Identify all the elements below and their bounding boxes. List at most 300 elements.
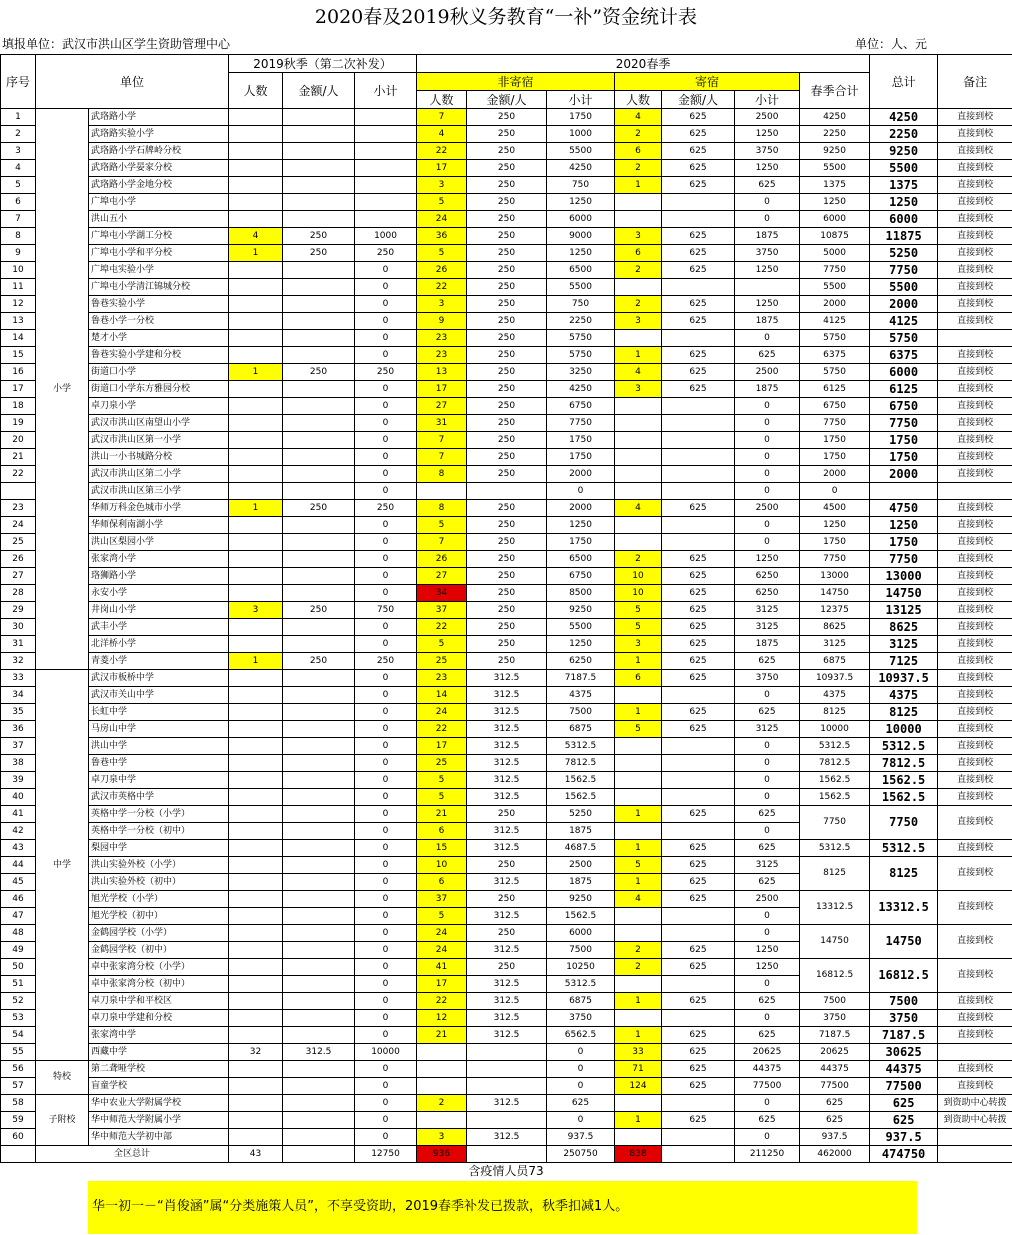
- row-seq: 18: [1, 398, 36, 415]
- nonboard-subtotal: 3250: [547, 364, 615, 381]
- autumn-subtotal: 0: [355, 908, 417, 925]
- autumn-count: [229, 432, 283, 449]
- row-seq: 2: [1, 126, 36, 143]
- nonboard-count: 15: [417, 840, 467, 857]
- table-row: [1, 1044, 1012, 1061]
- board-amount: 625: [662, 1027, 735, 1044]
- board-subtotal: 625: [735, 704, 800, 721]
- grand-total: [870, 483, 938, 500]
- autumn-subtotal: 0: [355, 1010, 417, 1027]
- remark: 直接到校: [938, 755, 1012, 772]
- row-seq: 16: [1, 364, 36, 381]
- school-name: 卓刀泉中学: [89, 772, 229, 789]
- autumn-count: [229, 1129, 283, 1146]
- nonboard-subtotal: 7750: [547, 415, 615, 432]
- nonboard-subtotal: 6000: [547, 211, 615, 228]
- autumn-amount: [283, 534, 355, 551]
- school-name: 鲁巷中学: [89, 755, 229, 772]
- nonboard-amount: 312.5: [467, 755, 547, 772]
- table-row: [1, 602, 1012, 619]
- board-count: [615, 925, 662, 942]
- spring-total: 7750: [800, 806, 870, 840]
- board-subtotal: 0: [735, 823, 800, 840]
- remark: 直接到校: [938, 891, 1012, 925]
- board-count: [615, 772, 662, 789]
- board-subtotal: 77500: [735, 1078, 800, 1095]
- table-row: [1, 211, 1012, 228]
- table-row: [1, 398, 1012, 415]
- autumn-count: [229, 874, 283, 891]
- spring-total: 4125: [800, 313, 870, 330]
- school-name: 广埠屯小学: [89, 194, 229, 211]
- remark: 到资助中心转拨: [938, 1112, 1012, 1129]
- spring-total: 6375: [800, 347, 870, 364]
- remark: 到资助中心转拨: [938, 1095, 1012, 1112]
- autumn-count: [229, 993, 283, 1010]
- autumn-amount: [283, 1112, 355, 1129]
- spring-total: 5000: [800, 245, 870, 262]
- board-count: [615, 789, 662, 806]
- board-count: [615, 415, 662, 432]
- grand-total: 13125: [870, 602, 938, 619]
- autumn-amount: [283, 330, 355, 347]
- autumn-subtotal: [355, 160, 417, 177]
- school-name: 华师保利南湖小学: [89, 517, 229, 534]
- autumn-subtotal: 0: [355, 874, 417, 891]
- table-row: [1, 500, 1012, 517]
- autumn-amount: [283, 908, 355, 925]
- row-seq: 13: [1, 313, 36, 330]
- autumn-subtotal: 10000: [355, 1044, 417, 1061]
- board-count: 1: [615, 806, 662, 823]
- autumn-count: [229, 568, 283, 585]
- row-seq: 46: [1, 891, 36, 908]
- remark: 直接到校: [938, 1061, 1012, 1078]
- board-amount: 625: [662, 296, 735, 313]
- remark: 直接到校: [938, 194, 1012, 211]
- board-count: 3: [615, 636, 662, 653]
- nonboard-amount: 250: [467, 619, 547, 636]
- board-subtotal: 3125: [735, 857, 800, 874]
- autumn-subtotal: 0: [355, 347, 417, 364]
- board-amount: [662, 1095, 735, 1112]
- autumn-count: [229, 772, 283, 789]
- row-seq: 3: [1, 143, 36, 160]
- board-subtotal: 0: [735, 908, 800, 925]
- spring-total: 16812.5: [800, 959, 870, 993]
- autumn-subtotal: 0: [355, 1129, 417, 1146]
- board-count: [615, 483, 662, 500]
- autumn-amount: [283, 211, 355, 228]
- nonboard-amount: 312.5: [467, 840, 547, 857]
- autumn-subtotal: 0: [355, 1112, 417, 1129]
- table-body: [1, 109, 1012, 1163]
- remark: 直接到校: [938, 721, 1012, 738]
- autumn-amount: [283, 925, 355, 942]
- autumn-amount: [283, 755, 355, 772]
- summary-n-1: [467, 1146, 547, 1163]
- board-subtotal: 0: [735, 976, 800, 993]
- summary-row: [1, 1146, 1012, 1163]
- nonboard-amount: 312.5: [467, 772, 547, 789]
- grand-total: 7750: [870, 806, 938, 840]
- remark: 直接到校: [938, 347, 1012, 364]
- header-nonboard-subtotal: 小计: [547, 91, 615, 109]
- autumn-subtotal: 0: [355, 619, 417, 636]
- school-name: 武汉市洪山区第三小学: [89, 483, 229, 500]
- row-seq: 5: [1, 177, 36, 194]
- epidemic-note: 含疫情人员73: [468, 1164, 544, 1178]
- board-subtotal: 3125: [735, 721, 800, 738]
- summary-spring-total: 462000: [800, 1146, 870, 1163]
- grand-total: 1562.5: [870, 772, 938, 789]
- table-row: [1, 755, 1012, 772]
- grand-total: 14750: [870, 925, 938, 959]
- board-amount: [662, 449, 735, 466]
- nonboard-amount: 250: [467, 160, 547, 177]
- nonboard-count: 26: [417, 551, 467, 568]
- spring-total: 8125: [800, 704, 870, 721]
- row-seq: 8: [1, 228, 36, 245]
- grand-total: 1750: [870, 432, 938, 449]
- nonboard-count: 23: [417, 670, 467, 687]
- board-count: 5: [615, 602, 662, 619]
- grand-total: 6000: [870, 211, 938, 228]
- autumn-subtotal: 0: [355, 772, 417, 789]
- nonboard-subtotal: 2500: [547, 857, 615, 874]
- school-name: 洪山五小: [89, 211, 229, 228]
- autumn-subtotal: 0: [355, 517, 417, 534]
- board-subtotal: 2500: [735, 500, 800, 517]
- table-row: [1, 1129, 1012, 1146]
- remark: 直接到校: [938, 143, 1012, 160]
- autumn-count: [229, 534, 283, 551]
- nonboard-amount: 250: [467, 398, 547, 415]
- autumn-amount: [283, 466, 355, 483]
- nonboard-count: 22: [417, 721, 467, 738]
- footnote-box: [88, 1181, 917, 1234]
- board-subtotal: 1250: [735, 296, 800, 313]
- header-board: 寄宿: [615, 73, 800, 91]
- board-subtotal: 0: [735, 925, 800, 942]
- spring-total: 1750: [800, 449, 870, 466]
- nonboard-count: 7: [417, 109, 467, 126]
- board-subtotal: 625: [735, 653, 800, 670]
- nonboard-amount: 250: [467, 653, 547, 670]
- spring-total: 8125: [800, 857, 870, 891]
- spring-total: 13000: [800, 568, 870, 585]
- nonboard-count: 17: [417, 381, 467, 398]
- school-name: 洪山一小书城路分校: [89, 449, 229, 466]
- board-subtotal: 0: [735, 1095, 800, 1112]
- nonboard-subtotal: 750: [547, 296, 615, 313]
- nonboard-subtotal: 5312.5: [547, 976, 615, 993]
- autumn-subtotal: 0: [355, 636, 417, 653]
- nonboard-count: 24: [417, 942, 467, 959]
- remark: 直接到校: [938, 636, 1012, 653]
- grand-total: 1250: [870, 194, 938, 211]
- autumn-subtotal: 250: [355, 245, 417, 262]
- school-name: 鲁巷实验小学建和分校: [89, 347, 229, 364]
- nonboard-subtotal: 6250: [547, 653, 615, 670]
- board-count: 3: [615, 313, 662, 330]
- nonboard-count: 24: [417, 925, 467, 942]
- spring-total: 4500: [800, 500, 870, 517]
- board-count: 4: [615, 364, 662, 381]
- table-row: [1, 296, 1012, 313]
- nonboard-amount: 250: [467, 602, 547, 619]
- nonboard-amount: 312.5: [467, 704, 547, 721]
- nonboard-count: 10: [417, 857, 467, 874]
- grand-total: 5312.5: [870, 738, 938, 755]
- grand-total: 2000: [870, 296, 938, 313]
- nonboard-subtotal: 1750: [547, 449, 615, 466]
- table-row: [1, 653, 1012, 670]
- board-subtotal: 44375: [735, 1061, 800, 1078]
- grand-total: 4250: [870, 109, 938, 126]
- autumn-amount: [283, 993, 355, 1010]
- autumn-count: [229, 1095, 283, 1112]
- table-row: [1, 738, 1012, 755]
- nonboard-count: 17: [417, 738, 467, 755]
- spring-total: 3750: [800, 1010, 870, 1027]
- table-row: [1, 534, 1012, 551]
- board-subtotal: 6250: [735, 585, 800, 602]
- header-nonboard-amount: 金额/人: [467, 91, 547, 109]
- grand-total: 5250: [870, 245, 938, 262]
- school-name: 洪山区梨园小学: [89, 534, 229, 551]
- board-subtotal: 0: [735, 687, 800, 704]
- nonboard-amount: 312.5: [467, 1010, 547, 1027]
- remark: 直接到校: [938, 738, 1012, 755]
- nonboard-count: 24: [417, 211, 467, 228]
- row-seq: 23: [1, 500, 36, 517]
- board-subtotal: 2500: [735, 364, 800, 381]
- autumn-subtotal: 0: [355, 1078, 417, 1095]
- autumn-count: [229, 908, 283, 925]
- nonboard-count: [417, 1061, 467, 1078]
- school-name: 武汉市洪山区第一小学: [89, 432, 229, 449]
- school-name: 广埠屯小学湖工分校: [89, 228, 229, 245]
- autumn-subtotal: 0: [355, 1027, 417, 1044]
- board-count: 2: [615, 262, 662, 279]
- remark: 直接到校: [938, 245, 1012, 262]
- spring-total: 5312.5: [800, 738, 870, 755]
- board-amount: 625: [662, 942, 735, 959]
- board-subtotal: 0: [735, 449, 800, 466]
- header-autumn-subtotal: 小计: [355, 73, 417, 109]
- spring-total: 10875: [800, 228, 870, 245]
- nonboard-subtotal: 7812.5: [547, 755, 615, 772]
- table-row: [1, 245, 1012, 262]
- nonboard-count: 21: [417, 1027, 467, 1044]
- spring-total: 20625: [800, 1044, 870, 1061]
- nonboard-amount: 250: [467, 228, 547, 245]
- autumn-amount: [283, 772, 355, 789]
- remark: 直接到校: [938, 840, 1012, 857]
- board-amount: 625: [662, 1061, 735, 1078]
- school-name: 井岗山小学: [89, 602, 229, 619]
- autumn-count: [229, 1112, 283, 1129]
- autumn-amount: [283, 347, 355, 364]
- remark: 直接到校: [938, 177, 1012, 194]
- school-name: 鲁巷实验小学: [89, 296, 229, 313]
- summary-seq: [1, 1146, 36, 1163]
- autumn-subtotal: 0: [355, 925, 417, 942]
- autumn-amount: [283, 1061, 355, 1078]
- table-row: [1, 857, 1012, 874]
- nonboard-subtotal: 1250: [547, 636, 615, 653]
- school-name: 华中师范大学初中部: [89, 1129, 229, 1146]
- nonboard-amount: 250: [467, 432, 547, 449]
- board-subtotal: 6250: [735, 568, 800, 585]
- board-subtotal: 625: [735, 806, 800, 823]
- school-name: 武珞路小学金地分校: [89, 177, 229, 194]
- row-seq: 31: [1, 636, 36, 653]
- table-row: [1, 687, 1012, 704]
- autumn-amount: [283, 398, 355, 415]
- autumn-subtotal: 750: [355, 602, 417, 619]
- nonboard-count: 5: [417, 517, 467, 534]
- board-subtotal: 0: [735, 483, 800, 500]
- board-count: 10: [615, 568, 662, 585]
- board-count: 6: [615, 670, 662, 687]
- nonboard-count: 4: [417, 126, 467, 143]
- row-seq: 20: [1, 432, 36, 449]
- remark: 直接到校: [938, 381, 1012, 398]
- board-count: [615, 449, 662, 466]
- nonboard-amount: [467, 1061, 547, 1078]
- table-row: [1, 330, 1012, 347]
- board-count: [615, 1129, 662, 1146]
- spring-total: 5312.5: [800, 840, 870, 857]
- autumn-amount: [283, 823, 355, 840]
- autumn-amount: [283, 177, 355, 194]
- autumn-count: [229, 1061, 283, 1078]
- spring-total: 1250: [800, 517, 870, 534]
- board-subtotal: 3125: [735, 619, 800, 636]
- nonboard-amount: 312.5: [467, 687, 547, 704]
- autumn-count: [229, 823, 283, 840]
- nonboard-subtotal: 6500: [547, 262, 615, 279]
- remark: 直接到校: [938, 262, 1012, 279]
- autumn-count: [229, 1027, 283, 1044]
- autumn-amount: [283, 874, 355, 891]
- board-amount: 625: [662, 228, 735, 245]
- table-row: [1, 891, 1012, 908]
- autumn-count: [229, 789, 283, 806]
- row-seq: 24: [1, 517, 36, 534]
- nonboard-subtotal: 1562.5: [547, 789, 615, 806]
- spring-total: 6000: [800, 211, 870, 228]
- header-remark: 备注: [938, 55, 1012, 109]
- board-amount: 625: [662, 619, 735, 636]
- autumn-amount: [283, 959, 355, 976]
- table-row: [1, 313, 1012, 330]
- table-row: [1, 721, 1012, 738]
- autumn-subtotal: 0: [355, 296, 417, 313]
- remark: 直接到校: [938, 857, 1012, 891]
- spring-total: 7750: [800, 415, 870, 432]
- board-amount: [662, 211, 735, 228]
- board-count: [615, 211, 662, 228]
- header-board-subtotal: 小计: [735, 91, 800, 109]
- autumn-subtotal: [355, 143, 417, 160]
- nonboard-amount: 250: [467, 925, 547, 942]
- header-nonboard-count: 人数: [417, 91, 467, 109]
- autumn-amount: [283, 517, 355, 534]
- board-count: [615, 823, 662, 840]
- nonboard-count: 22: [417, 619, 467, 636]
- autumn-amount: [283, 1078, 355, 1095]
- autumn-subtotal: 0: [355, 551, 417, 568]
- board-amount: 625: [662, 806, 735, 823]
- autumn-subtotal: 250: [355, 500, 417, 517]
- row-seq: 9: [1, 245, 36, 262]
- board-amount: [662, 330, 735, 347]
- school-name: 马房山中学: [89, 721, 229, 738]
- nonboard-subtotal: 1750: [547, 109, 615, 126]
- autumn-subtotal: 0: [355, 840, 417, 857]
- grand-total: 5500: [870, 279, 938, 296]
- autumn-count: [229, 619, 283, 636]
- autumn-count: [229, 925, 283, 942]
- autumn-subtotal: 0: [355, 568, 417, 585]
- board-amount: [662, 772, 735, 789]
- spring-total: 77500: [800, 1078, 870, 1095]
- nonboard-amount: 250: [467, 449, 547, 466]
- nonboard-subtotal: 6875: [547, 993, 615, 1010]
- autumn-amount: [283, 262, 355, 279]
- spring-total: 10000: [800, 721, 870, 738]
- remark: 直接到校: [938, 568, 1012, 585]
- autumn-count: [229, 755, 283, 772]
- board-count: 124: [615, 1078, 662, 1095]
- nonboard-subtotal: 4375: [547, 687, 615, 704]
- nonboard-subtotal: 7500: [547, 942, 615, 959]
- autumn-count: 1: [229, 653, 283, 670]
- spring-total: 44375: [800, 1061, 870, 1078]
- grand-total: 2250: [870, 126, 938, 143]
- board-count: [615, 687, 662, 704]
- nonboard-subtotal: 9000: [547, 228, 615, 245]
- nonboard-subtotal: 1250: [547, 194, 615, 211]
- board-subtotal: 3750: [735, 670, 800, 687]
- board-subtotal: 3750: [735, 143, 800, 160]
- spring-total: 4250: [800, 109, 870, 126]
- nonboard-subtotal: 0: [547, 1061, 615, 1078]
- autumn-amount: [283, 313, 355, 330]
- school-name: 武汉市洪山区第二小学: [89, 466, 229, 483]
- autumn-amount: [283, 942, 355, 959]
- nonboard-subtotal: 0: [547, 483, 615, 500]
- row-seq: 19: [1, 415, 36, 432]
- board-count: 2: [615, 296, 662, 313]
- row-seq: 6: [1, 194, 36, 211]
- autumn-count: [229, 959, 283, 976]
- nonboard-count: 24: [417, 704, 467, 721]
- board-count: 1: [615, 347, 662, 364]
- nonboard-amount: 250: [467, 143, 547, 160]
- school-name: 武珞路实验小学: [89, 126, 229, 143]
- autumn-amount: 250: [283, 228, 355, 245]
- row-seq: 25: [1, 534, 36, 551]
- remark: 直接到校: [938, 602, 1012, 619]
- autumn-count: [229, 585, 283, 602]
- remark: [938, 1129, 1012, 1146]
- grand-total: 7750: [870, 415, 938, 432]
- nonboard-subtotal: 1562.5: [547, 908, 615, 925]
